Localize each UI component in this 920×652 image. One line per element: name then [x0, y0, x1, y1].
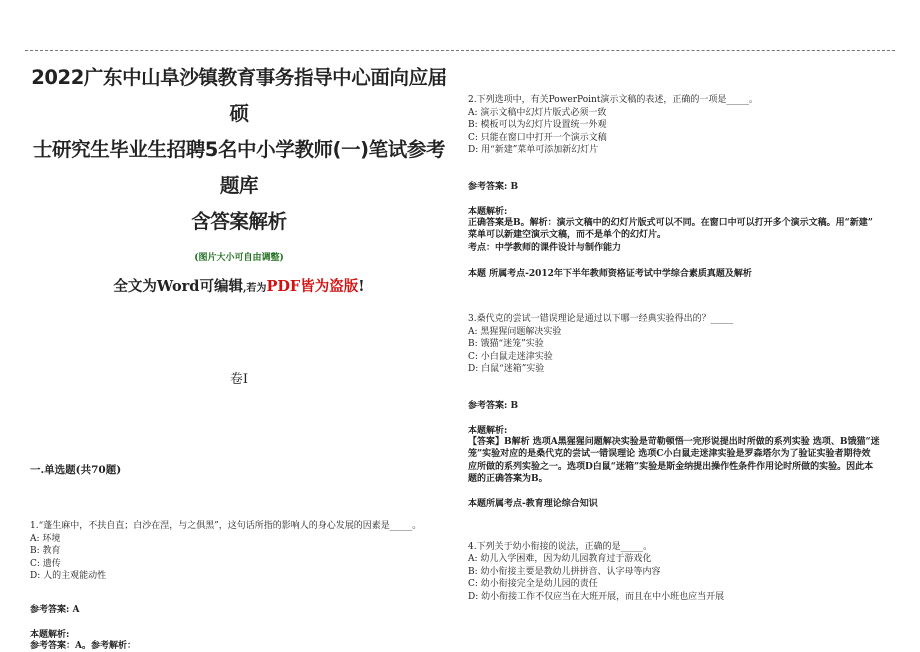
image-size-note: (图片大小可自由调整) — [30, 250, 448, 263]
question-2-answer: 参考答案: B — [468, 179, 908, 192]
question-1 — [30, 520, 448, 583]
question-3-option-b: B: 饿猫“迷笼”实验 — [468, 338, 908, 351]
question-4-option-a: A: 幼儿入学困难，因为幼儿园教育过于游戏化 — [468, 553, 908, 566]
question-3-explanation — [468, 436, 908, 486]
question-1-option-a: A: 环境 — [30, 533, 448, 546]
title-line-2: 士研究生毕业生招聘5名中小学教师(一)笔试参考题库 — [30, 132, 448, 204]
question-4-option-d: D: 幼小衔接工作不仅应当在大班开展，而且在中小班也应当开展 — [468, 591, 908, 604]
question-3-answer: 参考答案: B — [468, 398, 908, 411]
question-3-topic: 本题所属考点-教育理论综合知识 — [468, 496, 908, 509]
question-2 — [468, 94, 908, 157]
question-3-explanation-line: 题的正确答案为B。 — [468, 473, 908, 486]
question-3-stem: 3.桑代克的尝试一错误理论是通过以下哪一经典实验得出的？_____ — [468, 313, 908, 326]
question-1-explanation: 参考答案：A。参考解析： — [30, 640, 448, 652]
question-2-option-d: D: 用“新建”菜单可添加新幻灯片 — [468, 144, 908, 157]
question-1-option-b: B: 教育 — [30, 545, 448, 558]
question-2-option-a: A: 演示文稿中幻灯片版式必须一致 — [468, 107, 908, 120]
editable-notice-part-2: ,若为 — [243, 283, 266, 294]
question-3-explanation-label: 本题解析: — [468, 423, 908, 436]
question-2-explanation-label: 本题解析: — [468, 204, 908, 217]
question-2-explanation-line: 考点：中学教师的课件设计与制作能力 — [468, 242, 908, 255]
question-2-explanation-line: 正确答案是B。解析：演示文稿中的幻灯片版式可以不同。在窗口中可以打开多个演示文稿。用“新建” — [468, 217, 908, 230]
question-2-option-c: C: 只能在窗口中打开一个演示文稿 — [468, 132, 908, 145]
left-column — [30, 60, 448, 652]
right-column — [468, 72, 908, 603]
question-1-option-c: C: 遗传 — [30, 558, 448, 571]
question-3-explanation-line: 【答案】B解析 选项A黑猩猩问题解决实验是苛勒顿悟一完形说提出时所做的系列实验 选项、B饿猫“迷 — [468, 436, 908, 449]
question-3-option-c: C: 小白鼠走迷津实验 — [468, 351, 908, 364]
question-1-answer: 参考答案: A — [30, 602, 448, 615]
editable-notice-end: ! — [358, 278, 364, 295]
question-3-option-d: D: 白鼠“迷箱”实验 — [468, 363, 908, 376]
question-1-option-d: D: 人的主观能动性 — [30, 570, 448, 583]
question-2-topic: 本题 所属考点-2012年下半年教师资格证考试中学综合素质真题及解析 — [468, 266, 908, 279]
document-title — [30, 60, 448, 240]
question-1-explanation-label: 本题解析: — [30, 627, 448, 640]
question-2-explanation — [468, 217, 908, 255]
question-2-option-b: B: 模板可以为幻灯片设置统一外观 — [468, 119, 908, 132]
question-1-stem: 1.“蓬生麻中，不扶自直；白沙在涅，与之俱黑”，这句话所指的影响人的身心发展的因素是_____。 — [30, 520, 448, 533]
editable-notice-part-1: 全文为Word可编辑 — [113, 278, 243, 295]
question-3-explanation-line: 应所做的系列实验之一。选项D白鼠“迷箱”实验是斯金纳提出操作性条件作用论时所做的实验。因此本 — [468, 461, 908, 474]
volume-heading: 卷I — [30, 368, 448, 387]
editable-notice — [30, 275, 448, 296]
question-4-option-b: B: 幼小衔接主要是教幼儿拼拼音、认字母等内容 — [468, 566, 908, 579]
title-line-1: 2022广东中山阜沙镇教育事务指导中心面向应届硕 — [30, 60, 448, 132]
question-3-option-a: A: 黑猩猩问题解决实验 — [468, 326, 908, 339]
section-heading: 一.单选题(共70题) — [30, 462, 448, 477]
question-3 — [468, 313, 908, 376]
question-4 — [468, 541, 908, 604]
editable-notice-pdf: PDF皆为盗版 — [266, 278, 358, 295]
question-2-explanation-line: 菜单可以新建空演示文稿，而不是单个的幻灯片。 — [468, 229, 908, 242]
question-4-option-c: C: 幼小衔接完全是幼儿园的责任 — [468, 578, 908, 591]
question-4-stem: 4.下列关于幼小衔接的说法，正确的是_____。 — [468, 541, 908, 554]
title-line-3: 含答案解析 — [30, 204, 448, 240]
top-divider — [25, 50, 895, 51]
question-2-stem: 2.下列选项中，有关PowerPoint演示文稿的表述，正确的一项是_____。 — [468, 94, 908, 107]
question-3-explanation-line: 笼”实验对应的是桑代克的尝试一错误理论 选项C小白鼠走迷津实验是罗森塔尔为了验证实验者期待效 — [468, 448, 908, 461]
